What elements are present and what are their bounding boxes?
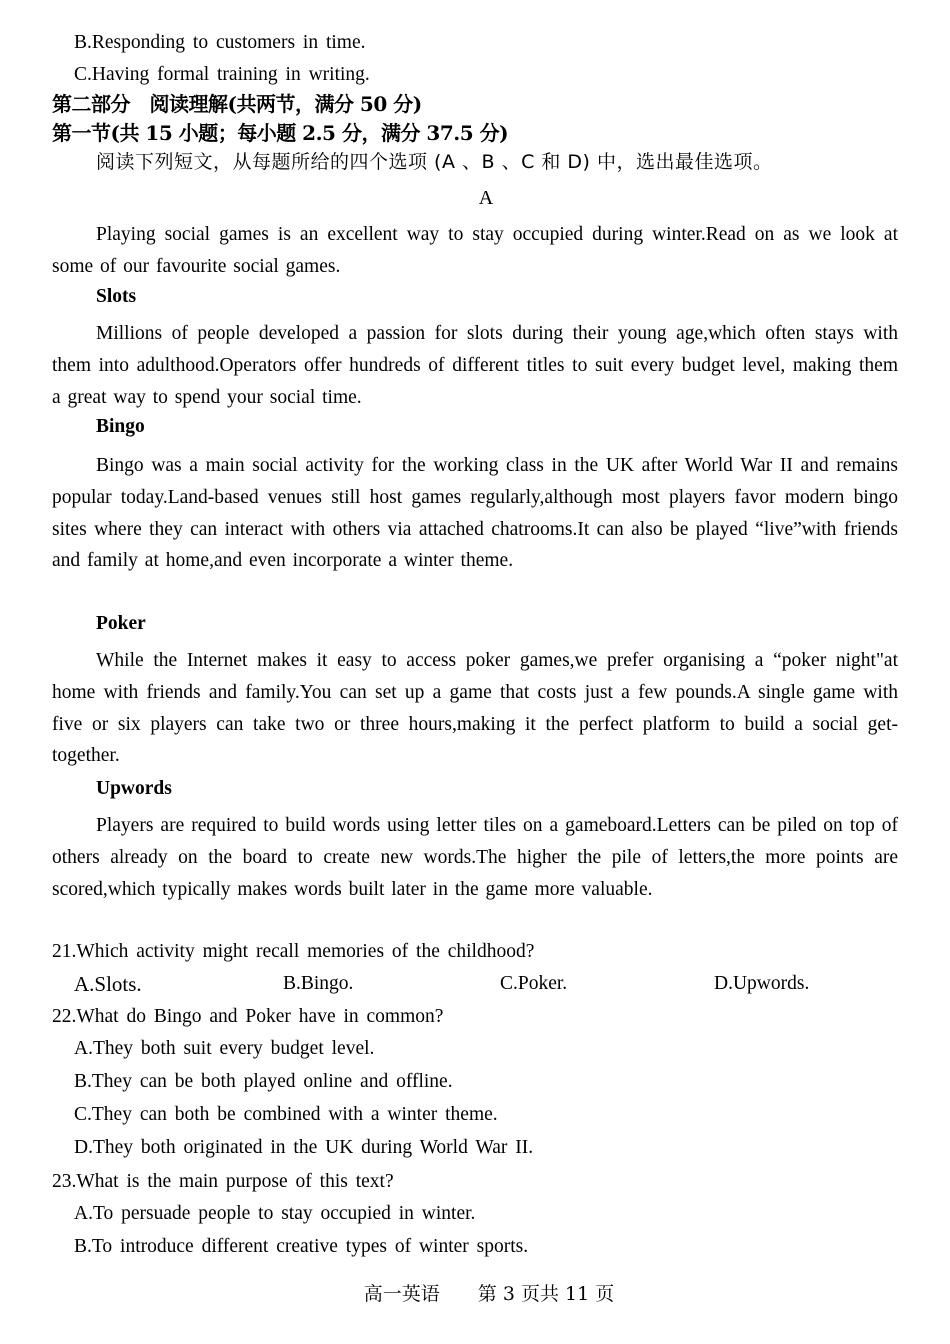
question-22-option-d: D.They both originated in the UK during World War II.: [74, 1137, 534, 1158]
question-21-option-c: C.Poker.: [500, 973, 568, 994]
question-22-option-c: C.They can both be combined with a winter theme.: [74, 1104, 498, 1125]
section-title-slots: Slots: [96, 286, 137, 307]
question-23-option-b: B.To introduce different creative types of winter sports.: [74, 1236, 529, 1257]
question-23-option-a: A.To persuade people to stay occupied in winter.: [74, 1203, 476, 1224]
section-title-bingo: Bingo: [96, 416, 145, 437]
part-two-heading: 第二部分 阅读理解(共两节，满分 50 分): [52, 92, 422, 116]
passage-letter: A: [478, 187, 494, 209]
section-one-heading: 第一节(共 15 小题；每小题 2.5 分，满分 37.5 分): [52, 121, 509, 145]
question-21-option-b: B.Bingo.: [283, 973, 354, 994]
section-text-poker: While the Internet makes it easy to access poker games,we prefer organising a “poker night"at home with friends and family.You can set up a game that costs just a few pounds.A single game with five or six players can take two or three hours,making it the perfect platform to build a social get-together.: [52, 650, 898, 767]
question-21-stem: 21.Which activity might recall memories of the childhood?: [52, 941, 535, 962]
question-21-option-a: A.Slots.: [74, 972, 142, 996]
section-text-slots: Millions of people developed a passion for slots during their young age,which often stays with them into adulthood.Operators offer hundreds of different titles to suit every budget level, making them a great way to spend your social time.: [52, 323, 898, 408]
instruction-text: 阅读下列短文，从每题所给的四个选项 (A 、B 、C 和 D) 中，选出最佳选项。: [96, 151, 773, 173]
passage-intro: Playing social games is an excellent way to stay occupied during winter.Read on as we look at some of our favourite social games.: [52, 224, 898, 277]
page-footer: 高一英语 第 3 页共 11 页: [363, 1283, 615, 1305]
option-c-previous: C.Having formal training in writing.: [74, 64, 370, 85]
question-23-stem: 23.What is the main purpose of this text?: [52, 1171, 394, 1192]
section-text-upwords: Players are required to build words using letter tiles on a gameboard.Letters can be piled on top of others already on the board to create new words.The higher the pile of letters,the more points are scored,which typically makes words built later in the game more valuable.: [52, 815, 898, 900]
question-21-option-d: D.Upwords.: [714, 973, 810, 994]
section-text-bingo: Bingo was a main social activity for the working class in the UK after World War II and remains popular today.Land-based venues still host games regularly,although most players favor modern bingo sites where they can interact with others via attached chatrooms.It can also be played “live”with friends and family at home,and even incorporate a winter theme.: [52, 455, 898, 572]
question-22-option-a: A.They both suit every budget level.: [74, 1038, 375, 1059]
section-title-upwords: Upwords: [96, 778, 172, 799]
option-b-previous: B.Responding to customers in time.: [74, 32, 366, 53]
section-title-poker: Poker: [96, 613, 146, 634]
question-22-option-b: B.They can be both played online and offline.: [74, 1071, 453, 1092]
question-22-stem: 22.What do Bingo and Poker have in common?: [52, 1006, 444, 1027]
